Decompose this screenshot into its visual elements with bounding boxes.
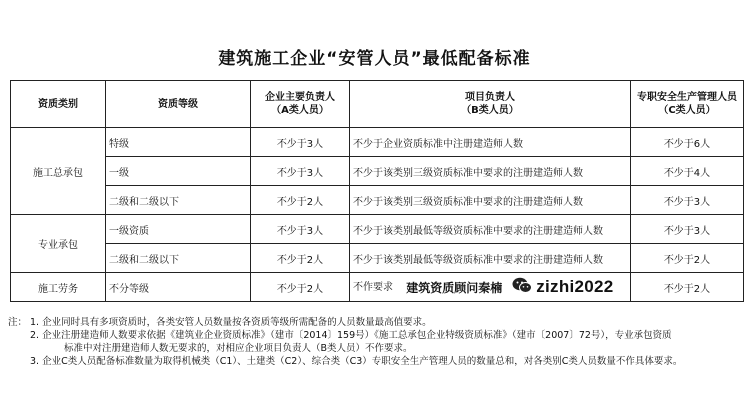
page-title: 建筑施工企业“安管人员”最低配备标准 <box>218 49 531 69</box>
note-text-continued: 标准中对注册建造师人数无要求的，对相应企业项目负责人（B类人员）不作要求。 <box>64 343 413 354</box>
c-cell: 不少于4人 <box>631 157 744 186</box>
note-text: 2. 企业注册建造师人数要求依据《建筑业企业资质标准》（建市〔2014〕159号）《施工总承包企业特级资质标准》（建市〔2007〕72号），专业承包资质 <box>30 330 672 341</box>
level-cell: 一级资质 <box>106 215 251 244</box>
b-cell: 不少于该类别三级资质标准中要求的注册建造师人数 <box>350 186 631 215</box>
level-cell: 一级 <box>106 157 251 186</box>
a-cell: 不少于3人 <box>251 157 350 186</box>
table-row <box>11 186 744 215</box>
a-cell: 不少于2人 <box>251 244 350 273</box>
staffing-standard-table <box>10 80 744 302</box>
header-a-title: 企业主要负责人 <box>265 92 335 103</box>
header-c-sub: （C类人员） <box>658 105 716 116</box>
note-item <box>8 355 743 368</box>
table-row <box>11 128 744 157</box>
watermark-name: 建筑资质顾问秦楠 <box>406 280 503 295</box>
c-cell: 不少于2人 <box>631 244 744 273</box>
a-cell: 不少于3人 <box>251 215 350 244</box>
category-cell: 施工总承包 <box>11 128 106 215</box>
header-c <box>631 81 744 128</box>
c-cell: 不少于2人 <box>631 273 744 302</box>
header-b <box>350 81 631 128</box>
watermark-id: zizhi2022 <box>536 277 614 296</box>
header-c-title: 专职安全生产管理人员 <box>637 92 737 103</box>
table-row <box>11 215 744 244</box>
level-cell: 特级 <box>106 128 251 157</box>
level-cell: 二级和二级以下 <box>106 244 251 273</box>
notes-label: 注： <box>8 317 28 328</box>
header-b-title: 项目负责人 <box>465 92 515 103</box>
watermark <box>406 277 613 297</box>
b-cell: 不少于该类别三级资质标准中要求的注册建造师人数 <box>350 157 631 186</box>
a-cell: 不少于3人 <box>251 128 350 157</box>
wechat-icon <box>512 277 532 297</box>
category-cell: 施工劳务 <box>11 273 106 302</box>
level-cell: 不分等级 <box>106 273 251 302</box>
a-cell: 不少于2人 <box>251 186 350 215</box>
b-cell <box>350 273 631 302</box>
c-cell: 不少于3人 <box>631 215 744 244</box>
table-row <box>11 244 744 273</box>
c-cell: 不少于3人 <box>631 186 744 215</box>
note-text: 3. 企业C类人员配备标准数量为取得机械类（C1）、土建类（C2）、综合类（C3）专职安全生产管理人员的数量总和，对各类别C类人员数量不作具体要求。 <box>30 356 683 367</box>
table-row <box>11 157 744 186</box>
category-cell: 专业承包 <box>11 215 106 273</box>
note-item <box>8 342 743 355</box>
header-level: 资质等级 <box>106 81 251 128</box>
header-b-sub: （B类人员） <box>461 105 519 116</box>
b-cell: 不少于该类别最低等级资质标准中要求的注册建造师人数 <box>350 215 631 244</box>
header-a-sub: （A类人员） <box>271 105 329 116</box>
b-cell: 不少于该类别最低等级资质标准中要求的注册建造师人数 <box>350 244 631 273</box>
table-header-row <box>11 81 744 128</box>
note-text: 1. 企业同时具有多项资质时，各类安管人员数量按各资质等级所需配备的人员数量最高值要求。 <box>30 317 432 328</box>
level-cell: 二级和二级以下 <box>106 186 251 215</box>
b-cell-text: 不作要求 <box>353 282 393 293</box>
table-row <box>11 273 744 302</box>
b-cell: 不少于企业资质标准中注册建造师人数 <box>350 128 631 157</box>
header-category: 资质类别 <box>11 81 106 128</box>
note-item <box>8 329 743 342</box>
header-a <box>251 81 350 128</box>
note-item <box>8 316 743 329</box>
c-cell: 不少于6人 <box>631 128 744 157</box>
notes-section <box>8 316 743 368</box>
a-cell: 不少于2人 <box>251 273 350 302</box>
